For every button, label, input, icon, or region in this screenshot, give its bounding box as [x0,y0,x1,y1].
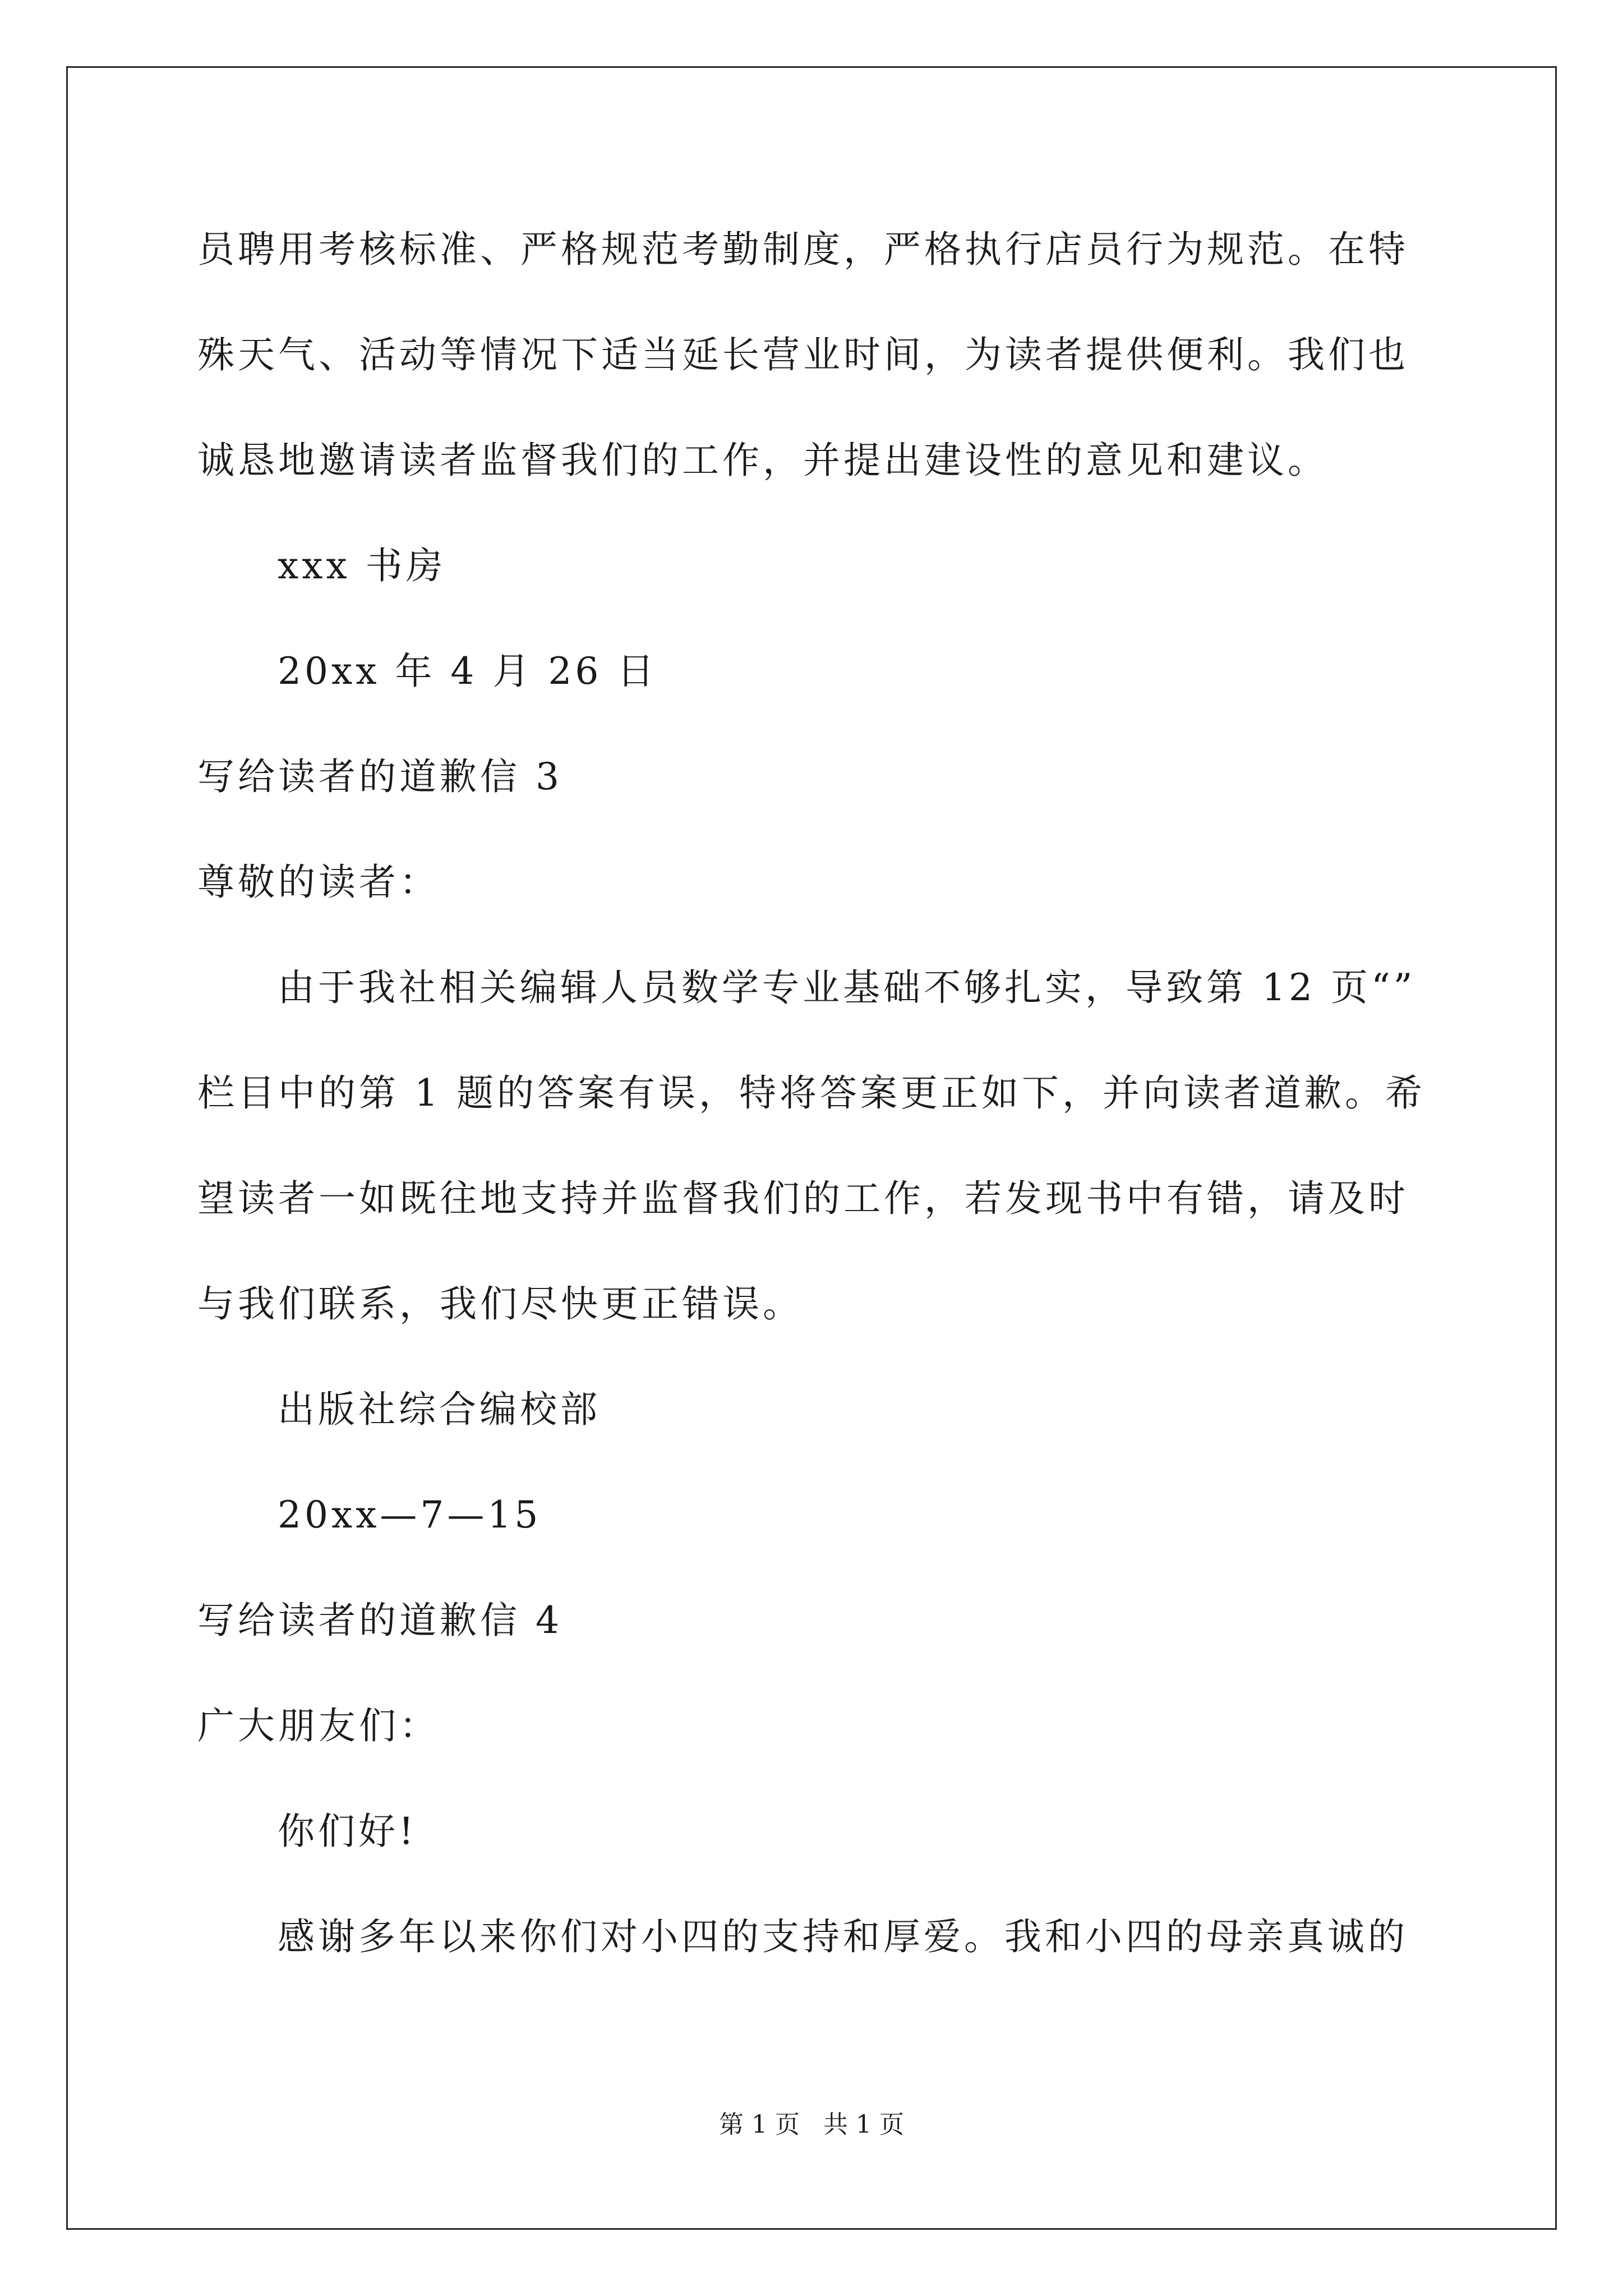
body-text-line: 员聘用考核标准、严格规范考勤制度，严格执行店员行为规范。在特 [197,228,1409,271]
salutation: 尊敬的读者： [197,861,440,904]
signature-line: 出版社综合编校部 [278,1388,601,1431]
salutation: 广大朋友们： [197,1704,440,1747]
body-text-line: 由于我社相关编辑人员数学专业基础不够扎实，导致第 12 页“” [278,966,1416,1009]
signature-line: xxx 书房 [278,544,446,587]
body-text-line: 栏目中的第 1 题的答案有误，特将答案更正如下，并向读者道歉。希 [197,1071,1426,1115]
date-line: 20xx 年 4 月 26 日 [278,650,658,693]
date-line: 20xx—7—15 [278,1493,542,1536]
body-text-line: 感谢多年以来你们对小四的支持和厚爱。我和小四的母亲真诚的 [278,1915,1408,1958]
body-text-line: 殊天气、活动等情况下适当延长营业时间，为读者提供便利。我们也 [197,333,1409,376]
body-text-line: 诚恳地邀请读者监督我们的工作，并提出建设性的意见和建议。 [197,439,1328,482]
body-text-line: 望读者一如既往地支持并监督我们的工作，若发现书中有错，请及时 [197,1177,1409,1220]
page-footer: 第 1 页 共 1 页 [719,2110,904,2139]
letter-heading: 写给读者的道歉信 3 [197,755,562,798]
letter-heading: 写给读者的道歉信 4 [197,1599,562,1642]
page-border [66,66,1557,2230]
body-text-line: 与我们联系，我们尽快更正错误。 [197,1282,803,1326]
greeting-line: 你们好! [278,1810,417,1853]
